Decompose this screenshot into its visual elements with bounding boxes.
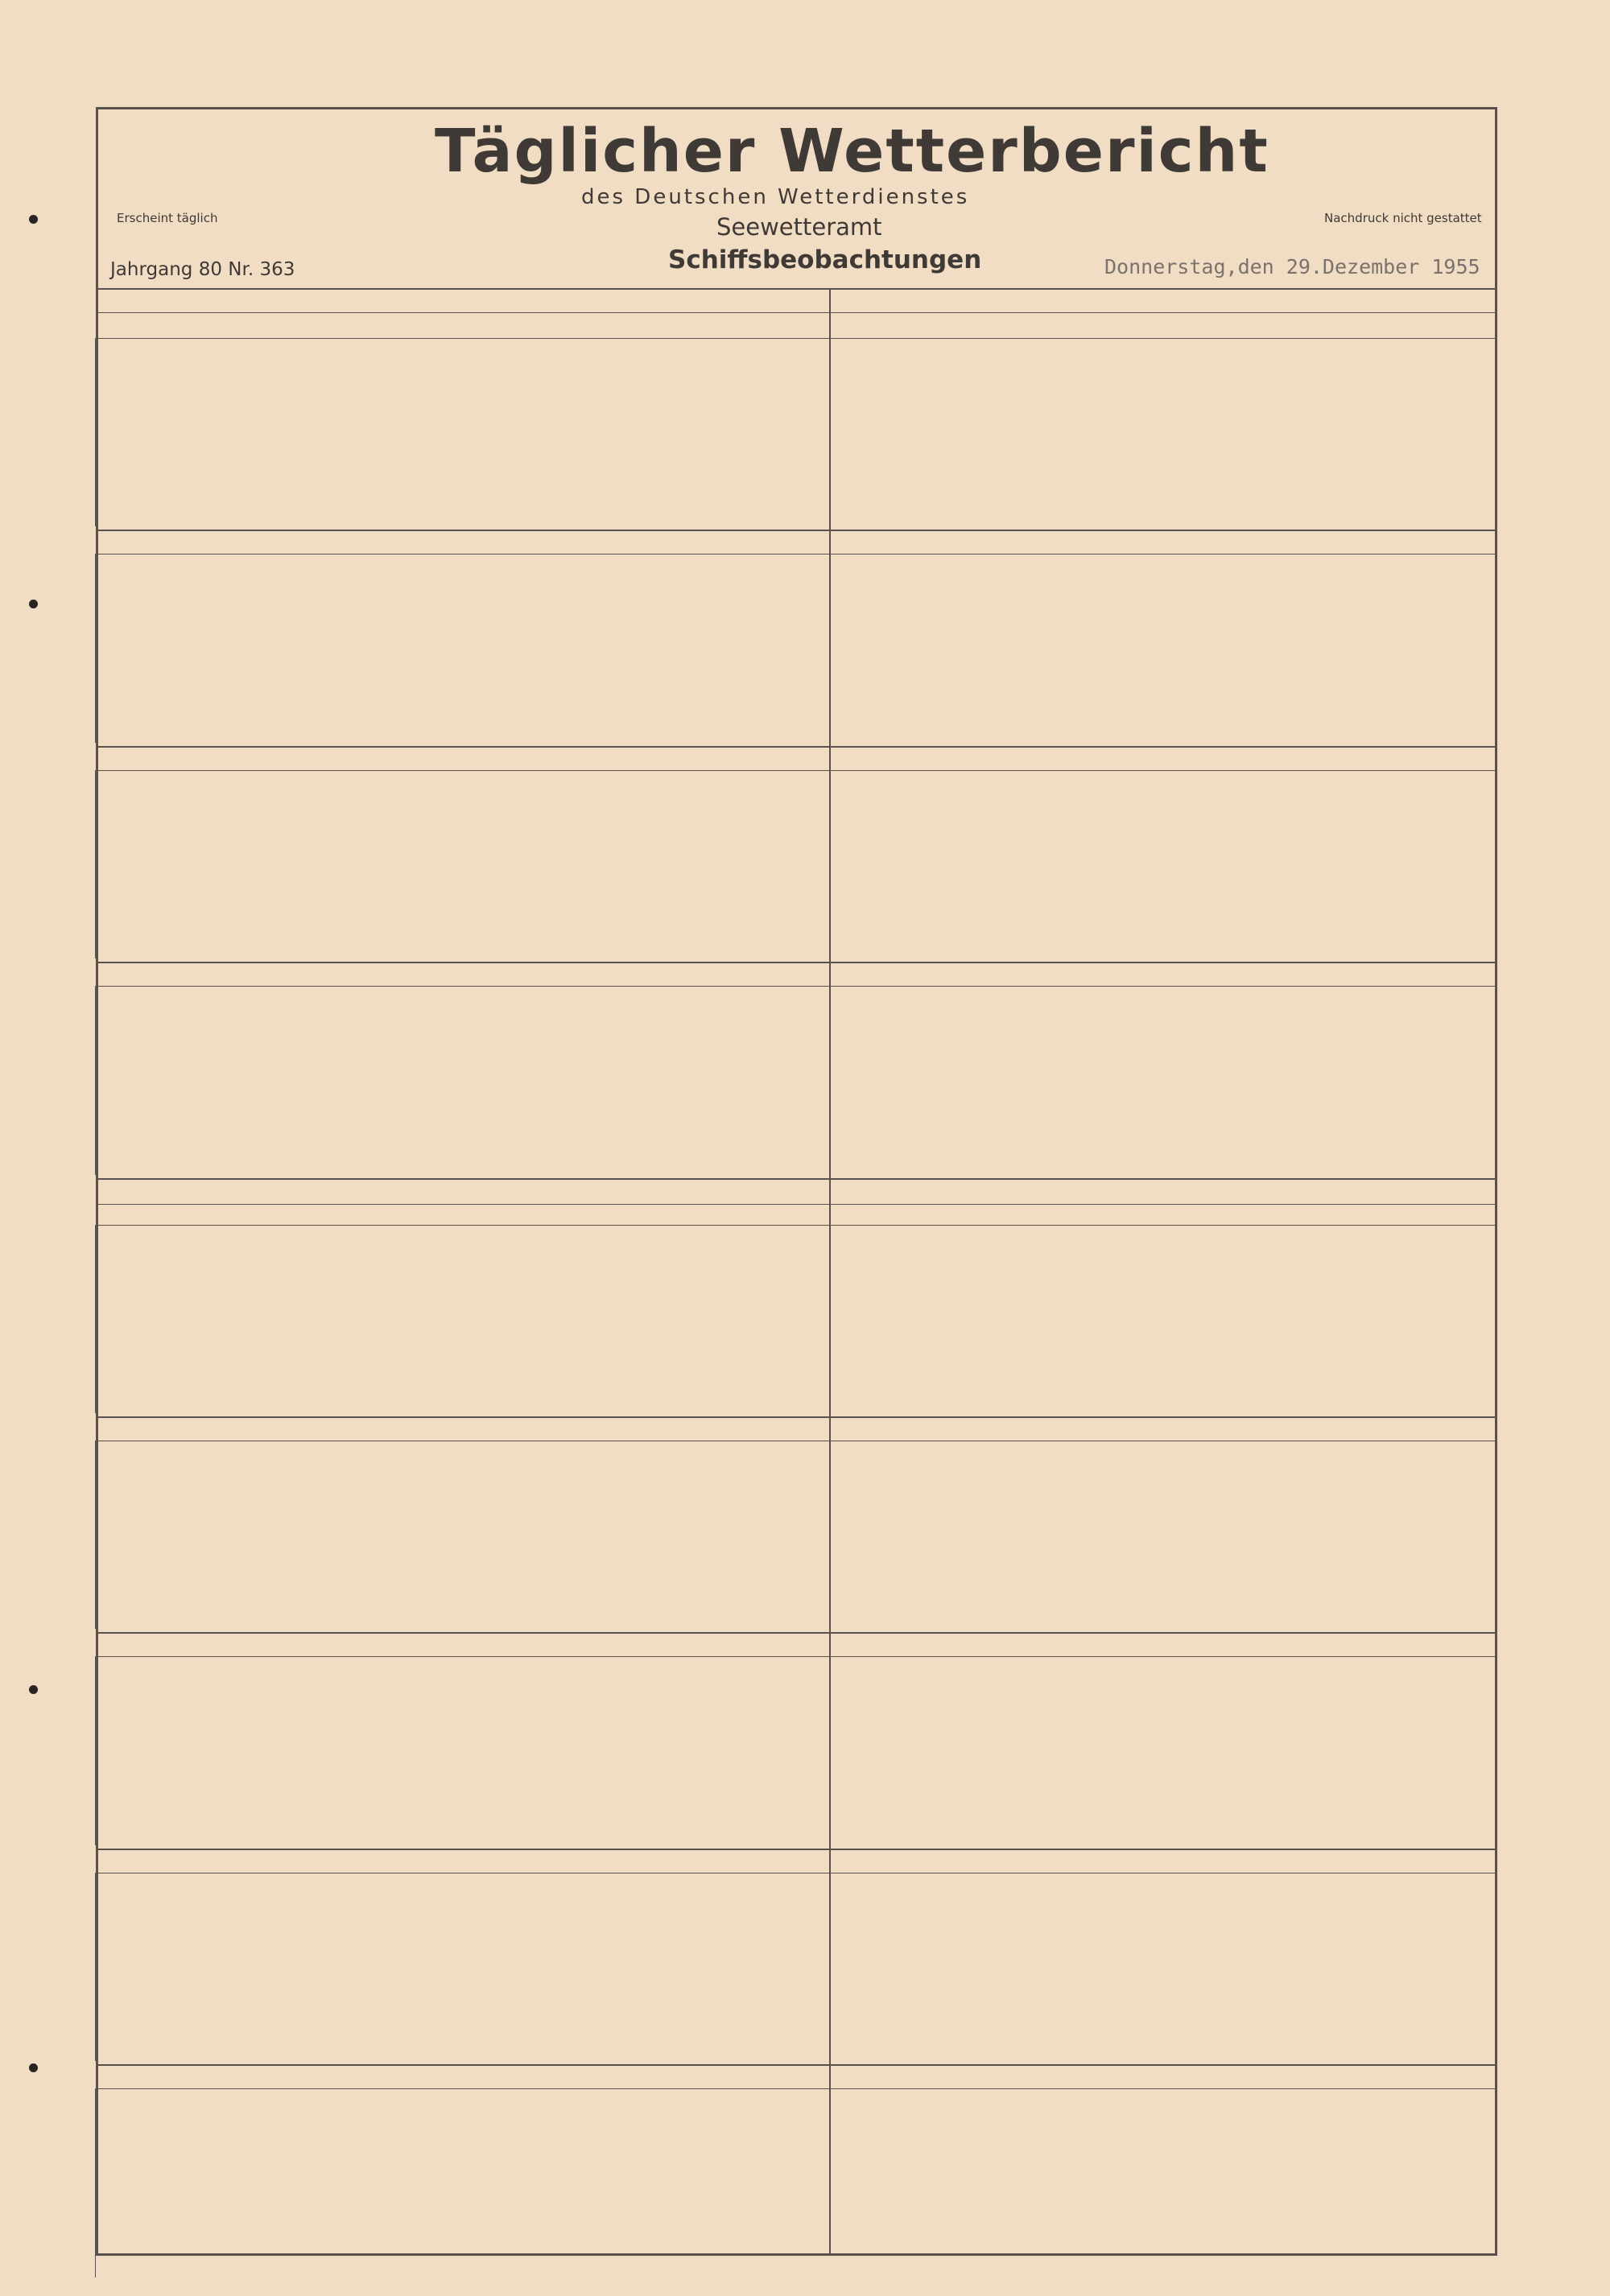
horizontal-rule	[98, 986, 829, 987]
vertical-rule	[829, 288, 831, 1178]
issue-date: Donnerstag,den 29.Dezember 1955	[1104, 255, 1480, 278]
publication-note: Erscheint täglich	[117, 211, 218, 225]
horizontal-rule	[98, 1632, 1495, 1634]
horizontal-rule	[98, 2088, 1495, 2089]
vertical-rule	[95, 1873, 96, 2061]
section-title: Schiffsbeobachtungen	[668, 245, 982, 274]
report-frame	[96, 107, 1497, 2256]
horizontal-rule	[829, 986, 1495, 987]
copyright-note: Nachdruck nicht gestattet	[1324, 211, 1482, 225]
horizontal-rule	[98, 1178, 1495, 1180]
horizontal-rule	[98, 1849, 1495, 1850]
horizontal-rule	[98, 962, 1495, 963]
office-name: Seewetteramt	[716, 213, 882, 241]
horizontal-rule	[98, 770, 829, 771]
binding-hole	[29, 2063, 38, 2072]
vertical-rule	[95, 338, 96, 526]
horizontal-rule	[98, 746, 1495, 748]
horizontal-rule	[98, 288, 1495, 290]
horizontal-rule	[98, 2064, 1495, 2066]
binding-hole	[29, 215, 38, 224]
binding-hole	[29, 1685, 38, 1694]
issue-number: Jahrgang 80 Nr. 363	[110, 259, 295, 280]
horizontal-rule	[98, 1416, 1495, 1418]
vertical-rule	[95, 1225, 96, 1413]
page-title: Täglicher Wetterbericht	[435, 117, 1269, 186]
vertical-rule	[95, 986, 96, 1174]
horizontal-rule	[98, 338, 1495, 339]
horizontal-rule	[98, 1225, 1495, 1226]
horizontal-rule	[98, 312, 1495, 313]
horizontal-rule	[98, 1204, 1495, 1205]
vertical-rule	[95, 1656, 96, 1845]
horizontal-rule	[98, 530, 1495, 531]
vertical-rule	[95, 554, 96, 742]
subtitle: des Deutschen Wetterdienstes	[581, 185, 970, 209]
vertical-rule	[95, 770, 96, 958]
vertical-rule	[95, 1441, 96, 1629]
vertical-rule	[95, 2088, 96, 2277]
binding-hole	[29, 600, 38, 608]
horizontal-rule	[829, 770, 1495, 771]
vertical-rule	[829, 1180, 831, 2253]
horizontal-rule	[98, 1656, 1495, 1657]
